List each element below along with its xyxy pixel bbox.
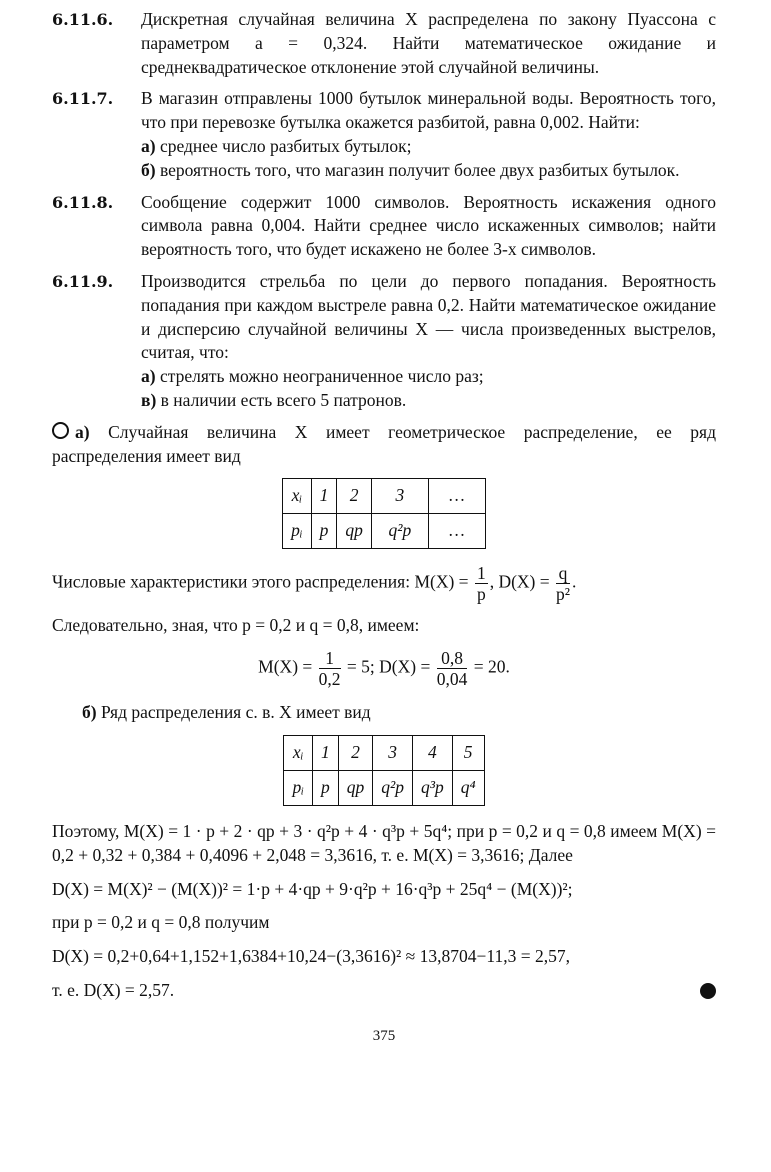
problem-text: В магазин отправлены 1000 бутылок минеральной воды. Вероятность того, что при перевозке бутылка окажется разбитой, равна 0,002. Найти: [141, 88, 716, 133]
problem-number: 6.11.9. [52, 271, 114, 291]
characteristics-line: Числовые характеристики этого распределения: M(X) = $\frac{1}{p}$ , D(X) = $\frac{q}{\text{p²}}$ . [52, 563, 577, 605]
problem-6-11-7 [52, 87, 716, 182]
table-row: pᵢ p qp q²p … [283, 514, 486, 549]
solution-end-icon [700, 983, 716, 999]
distribution-table-1 [282, 478, 486, 549]
table-row: xᵢ 1 2 3 4 5 [284, 735, 484, 770]
formula-dx-general: D(X) = M(X)² − (M(X))² = 1·p + 4·qp + 9·q²p + 16·q³p + 25q⁴ − (M(X))²; [52, 878, 573, 899]
solution-a: а) Случайная величина X имеет геометрическое распределение, ее ряд распределения имеет вид [52, 421, 717, 466]
since-line: Следовательно, зная, что p = 0,2 и q = 0,8, имеем: [52, 615, 420, 636]
table-row: pᵢ p qp q²p q³p q⁴ [284, 770, 484, 805]
formula-m-d: M(X) = $\frac{1}{0,2}$ = 5; D(X) = $\frac{0,8}{0,04}$ = 20. [258, 648, 510, 690]
formula-dx-values: D(X) = 0,2+0,64+1,152+1,6384+10,24−(3,3616)² ≈ 13,8704−11,3 = 2,57, [52, 946, 570, 967]
solution-start-icon [52, 422, 69, 439]
solution-b: б) Ряд распределения с. в. X имеет вид [82, 702, 371, 723]
distribution-table-2 [283, 735, 484, 806]
table-row: xᵢ 1 2 3 … [283, 479, 486, 514]
problem-subitem: в) в наличии есть всего 5 патронов. [141, 389, 407, 410]
problem-6-11-8 [52, 191, 716, 262]
result-block [52, 979, 716, 1003]
problem-text: Сообщение содержит 1000 символов. Вероятность искажения одного символа равна 0,004. Найти среднее число искаженных символов; найти вероятность того, что будет искажено не более 3-х символов. [141, 191, 716, 260]
problem-subitem: а) среднее число разбитых бутылок; [141, 135, 412, 156]
problem-subitem: а) стрелять можно неограниченное число раз; [141, 366, 484, 387]
problem-number: 6.11.8. [52, 192, 114, 212]
problem-6-11-9 [52, 270, 716, 413]
problem-text: Дискретная случайная величина X распределена по закону Пуассона с параметром a = 0,324. Найти математическое ожидание и среднеквадратическое отклонение этой случайной величины. [141, 9, 716, 77]
paragraph-mx: Поэтому, M(X) = 1 · p + 2 · qp + 3 · q²p + 4 · q³p + 5q⁴; при p = 0,2 и q = 0,8 имеем M(X) = 0,2 + 0,32 + 0,384 + 0,4096 + 2,048 = 3,3616, т. е. M(X) = 3,3616; Далее [52, 820, 716, 865]
values-line: при p = 0,2 и q = 0,8 получим [52, 912, 270, 933]
problem-6-11-6 [52, 8, 716, 79]
problem-number: 6.11.6. [52, 10, 114, 29]
problem-subitem: б) вероятность того, что магазин получит более двух разбитых бутылок. [141, 159, 680, 180]
problem-number: 6.11.7. [52, 89, 114, 109]
result-line: т. е. D(X) = 2,57. [52, 979, 175, 1000]
problem-text: Производится стрельба по цели до первого попадания. Вероятность попадания при каждом выстреле равна 0,2. Найти математическое ожидание и дисперсию случайной величины X — числа произведенных выстрелов, считая, что: [141, 270, 716, 363]
page-number: 375 [372, 1027, 396, 1044]
